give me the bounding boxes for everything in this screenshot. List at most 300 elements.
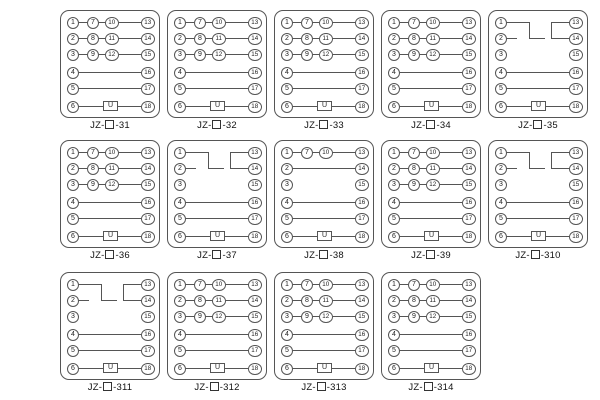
pin-right-15: 15 (141, 49, 155, 61)
coil-lead-left (186, 106, 210, 107)
pin-right-17: 17 (462, 345, 476, 357)
pin-right-15: 15 (569, 49, 583, 61)
pin-mid-7: 7 (301, 279, 313, 291)
relay-diagram-jz-36 (60, 140, 160, 248)
pin-right-17: 17 (569, 83, 583, 95)
contact-mid-seg3 (324, 202, 355, 203)
caption-jz-39 (381, 250, 481, 261)
pin-left-5: 5 (281, 213, 293, 225)
caption-jz-33 (274, 120, 374, 131)
link-2-8 (186, 300, 194, 301)
pin-inner-12: 12 (319, 311, 333, 323)
caption-prefix: JZ- (411, 250, 426, 261)
contact-mid-seg1 (400, 334, 431, 335)
coil-lead-left (293, 236, 317, 237)
link-9-12 (99, 184, 105, 185)
pin-left-3: 3 (67, 49, 79, 61)
pin-mid-7: 7 (194, 17, 206, 29)
pin-mid-9: 9 (87, 179, 99, 191)
pin-right-14: 14 (141, 295, 155, 307)
contact-low-seg1 (79, 88, 110, 89)
pin-mid-8: 8 (87, 163, 99, 175)
coil-lead-right (439, 236, 462, 237)
pin-left-6: 6 (495, 231, 507, 243)
caption-prefix: JZ- (301, 382, 316, 393)
pin-right-16: 16 (462, 329, 476, 341)
pin-mid-9: 9 (408, 49, 420, 61)
stub-1 (507, 152, 529, 153)
pin-left-4: 4 (67, 329, 79, 341)
contact-low-seg3 (110, 218, 141, 219)
contact-low-seg3 (538, 88, 569, 89)
pin-inner-12: 12 (426, 49, 440, 61)
contact-low-seg1 (186, 350, 217, 351)
pin-inner-10: 10 (319, 17, 333, 29)
pin-left-1: 1 (67, 279, 79, 291)
caption-jz-313 (274, 382, 374, 393)
contact-low-seg3 (110, 88, 141, 89)
contact-low-seg1 (186, 218, 217, 219)
diagram-cell-jz-36 (60, 140, 160, 261)
pin-left-6: 6 (67, 363, 79, 375)
coil-lead-left (186, 368, 210, 369)
stub-1 (79, 284, 101, 285)
coil-box: U (531, 101, 546, 111)
stub-1b (529, 168, 545, 169)
pin-right-13: 13 (569, 147, 583, 159)
pin-right-17: 17 (248, 345, 262, 357)
caption-placeholder-box (317, 382, 326, 391)
pin-right-17: 17 (141, 83, 155, 95)
link-7-10 (420, 284, 426, 285)
caption-placeholder-box (105, 250, 114, 259)
stub-1 (507, 22, 529, 23)
link-top-13 (230, 152, 248, 153)
link-12-15 (440, 184, 463, 185)
pin-right-16: 16 (141, 197, 155, 209)
link-10-13 (333, 284, 356, 285)
caption-prefix: JZ- (90, 120, 105, 131)
link-10-13 (440, 152, 463, 153)
pin-left-4: 4 (174, 197, 186, 209)
caption-suffix: -35 (543, 120, 558, 131)
contact-mid-seg1 (186, 72, 217, 73)
link-1-7 (186, 22, 194, 23)
pin-inner-12: 12 (212, 49, 226, 61)
link-top-13 (123, 284, 141, 285)
link-9-12 (206, 54, 212, 55)
link-12-15 (226, 316, 249, 317)
pin-right-15: 15 (355, 179, 369, 191)
coil-lead-right (332, 368, 355, 369)
pin-right-15: 15 (141, 311, 155, 323)
contact-mid-seg1 (400, 72, 431, 73)
caption-placeholder-box (319, 120, 328, 129)
link-11-14 (226, 38, 249, 39)
link-2-8 (293, 300, 301, 301)
pin-left-6: 6 (281, 101, 293, 113)
link-2-14-seg3 (324, 168, 355, 169)
pin-right-16: 16 (248, 197, 262, 209)
link-11-14 (333, 300, 356, 301)
pin-left-6: 6 (67, 101, 79, 113)
pin-left-4: 4 (281, 329, 293, 341)
coil-lead-right (439, 106, 462, 107)
link-3-9 (186, 54, 194, 55)
contact-low-seg3 (431, 88, 462, 89)
contact-mid-seg3 (217, 72, 248, 73)
pin-inner-11: 11 (426, 33, 440, 45)
pin-mid-7: 7 (87, 17, 99, 29)
pin-right-16: 16 (569, 67, 583, 79)
coil-box: U (531, 231, 546, 241)
riser-right-top (123, 284, 124, 300)
pin-left-2: 2 (174, 295, 186, 307)
caption-placeholder-box (426, 250, 435, 259)
relay-diagram-jz-37 (167, 140, 267, 248)
pin-left-2: 2 (67, 163, 79, 175)
stub-2 (186, 168, 196, 169)
caption-suffix: -312 (219, 382, 240, 393)
pin-mid-8: 8 (408, 295, 420, 307)
stub-2 (507, 168, 517, 169)
caption-prefix: JZ- (197, 120, 212, 131)
pin-left-4: 4 (388, 329, 400, 341)
pin-right-14: 14 (248, 295, 262, 307)
pin-left-5: 5 (388, 83, 400, 95)
coil-lead-left (79, 106, 103, 107)
pin-left-1: 1 (281, 279, 293, 291)
coil-lead-right (118, 106, 141, 107)
pin-left-5: 5 (281, 345, 293, 357)
pin-left-6: 6 (388, 363, 400, 375)
contact-mid-seg3 (217, 202, 248, 203)
pin-right-13: 13 (569, 17, 583, 29)
pin-right-18: 18 (569, 231, 583, 243)
contact-mid-seg3 (110, 72, 141, 73)
caption-placeholder-box (212, 120, 221, 129)
pin-right-16: 16 (462, 67, 476, 79)
pin-right-17: 17 (248, 83, 262, 95)
pin-right-17: 17 (569, 213, 583, 225)
coil-box: U (103, 363, 118, 373)
pin-right-17: 17 (462, 213, 476, 225)
pin-left-2: 2 (388, 33, 400, 45)
contact-low-seg1 (79, 218, 110, 219)
coil-box: U (424, 231, 439, 241)
riser-right-top (551, 152, 552, 168)
link-7-10 (99, 22, 105, 23)
coil-box: U (317, 363, 332, 373)
riser-right-top (230, 152, 231, 168)
pin-inner-11: 11 (426, 295, 440, 307)
pin-right-14: 14 (569, 33, 583, 45)
pin-right-13: 13 (248, 17, 262, 29)
link-3-9 (293, 54, 301, 55)
diagram-cell-jz-314 (381, 272, 481, 393)
pin-left-6: 6 (281, 363, 293, 375)
pin-left-4: 4 (174, 329, 186, 341)
caption-jz-32 (167, 120, 267, 131)
link-1-7 (79, 22, 87, 23)
pin-left-6: 6 (388, 101, 400, 113)
diagram-cell-jz-38 (274, 140, 374, 261)
pin-inner-10: 10 (426, 17, 440, 29)
link-8-11 (420, 38, 426, 39)
contact-mid-seg3 (324, 72, 355, 73)
caption-prefix: JZ- (518, 120, 533, 131)
pin-left-3: 3 (67, 311, 79, 323)
contact-mid-seg3 (110, 202, 141, 203)
pin-right-16: 16 (141, 329, 155, 341)
pin-right-16: 16 (355, 329, 369, 341)
link-7-10 (313, 284, 319, 285)
link-8-11 (420, 168, 426, 169)
pin-left-3: 3 (388, 49, 400, 61)
pin-right-15: 15 (355, 49, 369, 61)
pin-right-13: 13 (141, 279, 155, 291)
contact-low-seg3 (431, 218, 462, 219)
contact-mid-seg3 (324, 334, 355, 335)
pin-right-14: 14 (462, 33, 476, 45)
relay-diagram-jz-32 (167, 10, 267, 118)
pin-mid-8: 8 (408, 33, 420, 45)
contact-mid-seg3 (431, 334, 462, 335)
caption-suffix: -38 (329, 250, 344, 261)
contact-low-seg1 (186, 88, 217, 89)
coil-box: U (317, 231, 332, 241)
pin-left-3: 3 (174, 49, 186, 61)
pin-mid-9: 9 (87, 49, 99, 61)
contact-low-seg1 (400, 350, 431, 351)
pin-mid-9: 9 (301, 49, 313, 61)
link-10-13 (119, 152, 142, 153)
link-top-14 (551, 38, 569, 39)
stub-2 (79, 300, 89, 301)
contact-low-seg3 (217, 350, 248, 351)
riser-1-2 (208, 152, 209, 168)
pin-left-5: 5 (67, 213, 79, 225)
contact-low-seg1 (293, 350, 324, 351)
pin-left-6: 6 (174, 231, 186, 243)
pin-right-18: 18 (248, 363, 262, 375)
pin-left-2: 2 (281, 163, 293, 175)
pin-left-3: 3 (388, 179, 400, 191)
pin-left-1: 1 (495, 147, 507, 159)
pin-left-1: 1 (174, 147, 186, 159)
pin-right-18: 18 (355, 231, 369, 243)
pin-right-18: 18 (141, 231, 155, 243)
coil-box: U (103, 231, 118, 241)
caption-prefix: JZ- (194, 382, 209, 393)
contact-low-seg3 (431, 350, 462, 351)
pin-left-1: 1 (174, 279, 186, 291)
coil-lead-left (293, 368, 317, 369)
coil-lead-left (400, 236, 424, 237)
pin-right-15: 15 (462, 311, 476, 323)
caption-suffix: -32 (222, 120, 237, 131)
pin-right-18: 18 (141, 363, 155, 375)
link-8-11 (313, 300, 319, 301)
stub-1b (208, 168, 224, 169)
pin-inner-12: 12 (105, 179, 119, 191)
pin-mid-9: 9 (408, 179, 420, 191)
pin-left-5: 5 (174, 83, 186, 95)
contact-mid-seg1 (79, 202, 110, 203)
pin-inner-10: 10 (212, 17, 226, 29)
link-10-13 (119, 22, 142, 23)
pin-right-17: 17 (355, 213, 369, 225)
pin-left-6: 6 (67, 231, 79, 243)
contact-low-seg3 (324, 88, 355, 89)
stub-1 (186, 152, 208, 153)
pin-left-2: 2 (495, 163, 507, 175)
contact-low-seg3 (217, 218, 248, 219)
link-3-9 (186, 316, 194, 317)
relay-diagram-jz-311 (60, 272, 160, 380)
coil-lead-left (79, 368, 103, 369)
pin-left-2: 2 (281, 295, 293, 307)
contact-low-seg1 (400, 88, 431, 89)
pin-mid-8: 8 (87, 33, 99, 45)
coil-box: U (210, 363, 225, 373)
caption-placeholder-box (212, 250, 221, 259)
pin-inner-12: 12 (105, 49, 119, 61)
link-12-15 (119, 54, 142, 55)
pin-right-18: 18 (355, 101, 369, 113)
contact-mid-seg1 (79, 72, 110, 73)
pin-right-15: 15 (248, 311, 262, 323)
coil-lead-right (332, 106, 355, 107)
contact-low-seg1 (507, 88, 538, 89)
pin-right-14: 14 (462, 295, 476, 307)
link-10-13 (226, 22, 249, 23)
pin-right-13: 13 (355, 279, 369, 291)
link-1-7 (293, 152, 301, 153)
pin-right-13: 13 (462, 17, 476, 29)
pin-left-6: 6 (495, 101, 507, 113)
link-11-14 (440, 168, 463, 169)
coil-lead-left (293, 106, 317, 107)
coil-lead-left (507, 236, 531, 237)
caption-placeholder-box (105, 120, 114, 129)
coil-box: U (210, 231, 225, 241)
link-11-14 (119, 38, 142, 39)
link-9-12 (313, 316, 319, 317)
pin-right-18: 18 (569, 101, 583, 113)
caption-jz-314 (381, 382, 481, 393)
pin-left-1: 1 (388, 279, 400, 291)
pin-right-13: 13 (355, 17, 369, 29)
diagram-cell-jz-313 (274, 272, 374, 393)
pin-inner-11: 11 (212, 295, 226, 307)
pin-left-1: 1 (281, 147, 293, 159)
coil-lead-left (400, 368, 424, 369)
pin-left-4: 4 (281, 197, 293, 209)
pin-right-18: 18 (248, 101, 262, 113)
pin-inner-10: 10 (426, 279, 440, 291)
pin-left-4: 4 (388, 67, 400, 79)
link-8-11 (99, 168, 105, 169)
link-2-8 (293, 38, 301, 39)
caption-jz-312 (167, 382, 267, 393)
link-7-10 (99, 152, 105, 153)
pin-left-4: 4 (67, 197, 79, 209)
pin-mid-7: 7 (87, 147, 99, 159)
caption-suffix: -37 (222, 250, 237, 261)
pin-left-2: 2 (388, 163, 400, 175)
pin-left-6: 6 (281, 231, 293, 243)
relay-diagram-jz-35 (488, 10, 588, 118)
pin-right-18: 18 (462, 363, 476, 375)
coil-box: U (210, 101, 225, 111)
relay-diagram-jz-31 (60, 10, 160, 118)
caption-suffix: -33 (329, 120, 344, 131)
pin-left-4: 4 (388, 197, 400, 209)
pin-right-16: 16 (248, 329, 262, 341)
diagram-cell-jz-32 (167, 10, 267, 131)
pin-mid-8: 8 (194, 33, 206, 45)
pin-right-17: 17 (462, 83, 476, 95)
relay-diagram-jz-310 (488, 140, 588, 248)
pin-left-5: 5 (174, 213, 186, 225)
pin-left-3: 3 (174, 179, 186, 191)
pin-inner-11: 11 (105, 33, 119, 45)
pin-inner-10: 10 (212, 279, 226, 291)
caption-prefix: JZ- (515, 250, 530, 261)
pin-right-15: 15 (248, 49, 262, 61)
pin-left-3: 3 (174, 311, 186, 323)
caption-suffix: -311 (113, 382, 133, 393)
link-1-7 (186, 284, 194, 285)
contact-low-seg3 (324, 350, 355, 351)
link-12-15 (119, 184, 142, 185)
link-top-14 (230, 168, 248, 169)
link-11-14 (333, 38, 356, 39)
link-1-7 (400, 152, 408, 153)
contact-low-seg3 (538, 218, 569, 219)
link-8-11 (420, 300, 426, 301)
contact-mid-seg1 (293, 202, 324, 203)
stub-1b (101, 300, 117, 301)
link-3-9 (79, 184, 87, 185)
riser-right-top (551, 22, 552, 38)
pin-right-15: 15 (141, 179, 155, 191)
diagram-cell-jz-311 (60, 272, 160, 393)
pin-left-4: 4 (67, 67, 79, 79)
caption-placeholder-box (531, 250, 540, 259)
pin-mid-7: 7 (408, 147, 420, 159)
riser-1-2 (529, 22, 530, 38)
caption-prefix: JZ- (411, 120, 426, 131)
link-2-8 (79, 168, 87, 169)
pin-right-13: 13 (141, 147, 155, 159)
link-10-13 (226, 284, 249, 285)
pin-right-16: 16 (462, 197, 476, 209)
pin-right-17: 17 (141, 213, 155, 225)
pin-left-3: 3 (281, 311, 293, 323)
link-11-14 (226, 300, 249, 301)
coil-lead-left (79, 236, 103, 237)
pin-right-16: 16 (141, 67, 155, 79)
link-3-9 (293, 316, 301, 317)
caption-suffix: -310 (540, 250, 561, 261)
pin-left-4: 4 (495, 67, 507, 79)
contact-mid-seg3 (110, 334, 141, 335)
link-8-11 (206, 300, 212, 301)
pin-left-1: 1 (67, 17, 79, 29)
link-10-13 (333, 152, 356, 153)
